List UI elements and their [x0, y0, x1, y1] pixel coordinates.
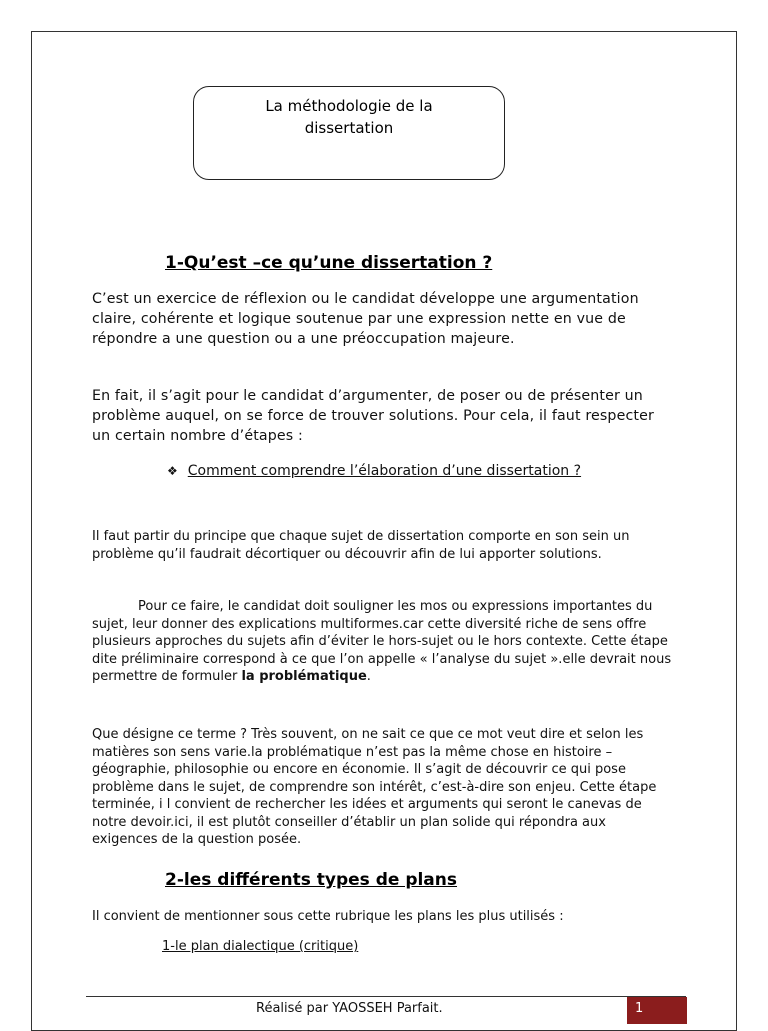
section-2-heading: 2-les différents types de plans [165, 870, 458, 890]
paragraph-3: Il faut partir du principe que chaque sujet de dissertation comporte en son sein un problème qu’il faudrait décortiquer ou découvrir afin de lui apporter solutions. [92, 529, 630, 562]
paragraph-5: Que désigne ce terme ? Très souvent, on ne sait ce que ce mot veut dire et selon les matières son sens varie.la problématique n’est pas la même chose en histoire –géographie, philosophie ou encore en économie. Il s’agit de découvrir ce qui pose problème dans le sujet, de comprendre son intérêt, c’est-à-dire son enjeu. Cette étape terminée, i l convient de rechercher les idées et arguments qui seront le canevas de notre devoir.ici, il est plutôt conseiller d’établir un plan solide qui répondra aux exigences de la question posée. [92, 727, 657, 847]
footer-divider [86, 996, 686, 997]
diamond-bullet-icon: ❖ [167, 464, 178, 478]
paragraph-4-text: Pour ce faire, le candidat doit souligner les mos ou expressions importantes du sujet, leur donner des explications multiformes.car cette diversité riche de sens offre plusieurs approches du sujets afin d’éviter le hors-sujet ou le hors contexte. Cette étape dite préliminaire correspond à ce que l’on appelle « l’analyse du sujet ».elle devrait nous permettre de formuler [92, 599, 672, 684]
title-line-1: La méthodologie de la [265, 97, 433, 115]
paragraph-4-end: . [366, 669, 371, 684]
paragraph-6: Il convient de mentionner sous cette rubrique les plans les plus utilisés : [92, 909, 564, 924]
paragraph-2: En fait, il s’agit pour le candidat d’argumenter, de poser ou de présenter un problème auquel, on se force de trouver solutions. Pour cela, il faut respecter un certain nombre d’étapes : [92, 388, 654, 444]
title-box [193, 86, 505, 180]
title-line-2: dissertation [304, 119, 394, 137]
bullet-link-text[interactable]: Comment comprendre l’élaboration d’une dissertation ? [187, 463, 582, 479]
footer-author: Réalisé par YAOSSEH Parfait. [256, 1001, 443, 1016]
page-number-badge: 1 [627, 997, 687, 1024]
section-1-heading: 1-Qu’est –ce qu’une dissertation ? [165, 253, 493, 273]
paragraph-1: C’est un exercice de réflexion ou le candidat développe une argumentation claire, cohérente et logique soutenue par une expression nette en vue de répondre a une question ou a une préoccupation majeure. [92, 291, 639, 347]
sub-heading-dialectique[interactable]: 1-le plan dialectique (critique) [162, 939, 359, 954]
bullet-item [167, 463, 581, 479]
problematique-bold: la problématique [241, 669, 367, 684]
paragraph-4 [92, 598, 672, 686]
